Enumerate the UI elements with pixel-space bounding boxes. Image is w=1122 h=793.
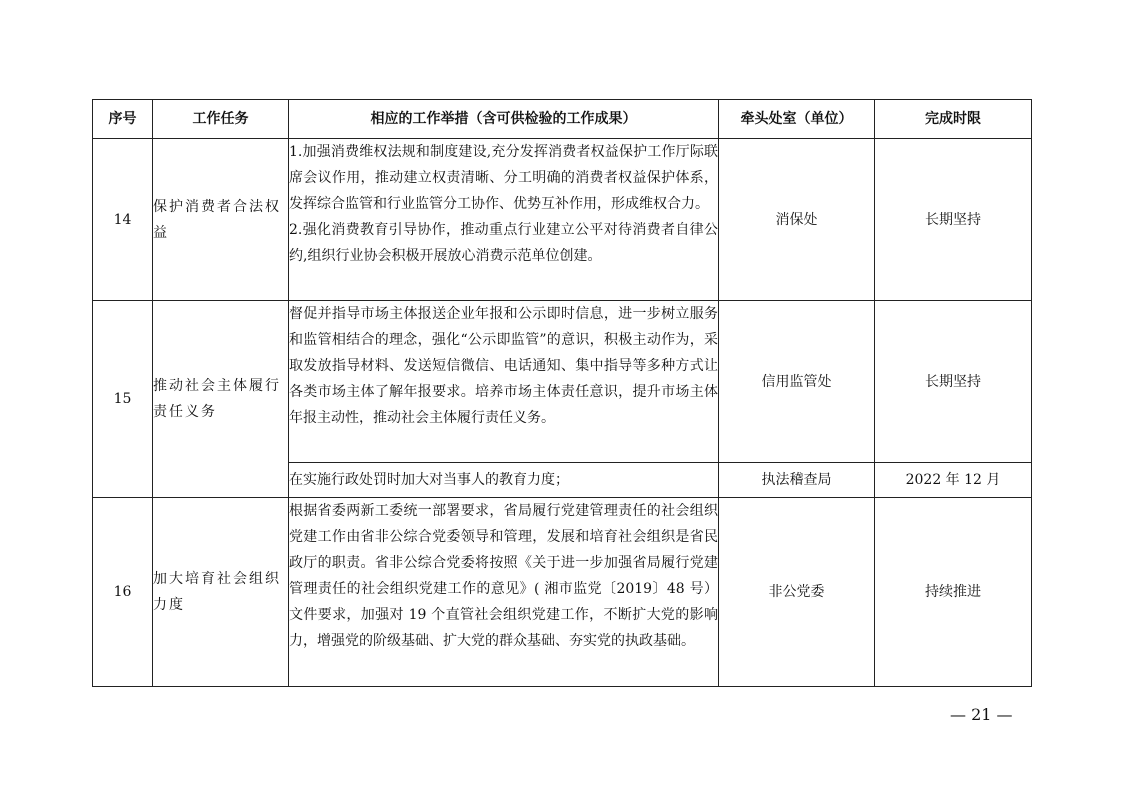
task-cell: 推动社会主体履行责任义务 [153,301,289,498]
row-number: 16 [93,498,153,687]
deadline-cell: 2022 年 12 月 [875,463,1032,498]
lead-unit-cell: 非公党委 [719,498,875,687]
table-header-row [93,100,1032,139]
header-measures: 相应的工作举措（含可供检验的工作成果） [289,100,719,139]
table-row [93,139,1032,301]
task-cell: 加大培育社会组织力度 [153,498,289,687]
task-cell: 保护消费者合法权益 [153,139,289,301]
measures-cell: 督促并指导市场主体报送企业年报和公示即时信息，进一步树立服务和监管相结合的理念，强化“公示即监管”的意识，积极主动作为，采取发放指导材料、发送短信微信、电话通知、集中指导等多种方式让各类市场主体了解年报要求。培养市场主体责任意识，提升市场主体年报主动性，推动社会主体履行责任义务。 [289,301,719,463]
deadline-cell: 持续推进 [875,498,1032,687]
page-number: — 21 — [950,705,1013,724]
measures-cell [289,139,719,301]
header-deadline: 完成时限 [875,100,1032,139]
table-row [93,301,1032,463]
header-lead-unit: 牵头处室（单位） [719,100,875,139]
header-no: 序号 [93,100,153,139]
lead-unit-cell: 执法稽查局 [719,463,875,498]
work-task-table [92,99,1032,687]
header-task: 工作任务 [153,100,289,139]
deadline-cell: 长期坚持 [875,139,1032,301]
measures-cell: 根据省委两新工委统一部署要求，省局履行党建管理责任的社会组织党建工作由省非公综合党委领导和管理，发展和培育社会组织是省民政厅的职责。省非公综合党委将按照《关于进一步加强省局履行党建管理责任的社会组织党建工作的意见》( 湘市监党〔2019〕48 号）文件要求，加强对 19 个直管社会组织党建工作，不断扩大党的影响力，增强党的阶级基础、扩大党的群众基础、夯实党的执政基础。 [289,498,719,687]
measure-item: 2.强化消费教育引导协作，推动重点行业建立公平对待消费者自律公约,组织行业协会积极开展放心消费示范单位创建。 [289,222,718,264]
measure-item: 1.加强消费维权法规和制度建设,充分发挥消费者权益保护工作厅际联席会议作用，推动建立权责清晰、分工明确的消费者权益保护体系，发挥综合监管和行业监管分工协作、优势互补作用，形成维权合力。 [289,144,718,212]
row-number: 15 [93,301,153,498]
row-number: 14 [93,139,153,301]
lead-unit-cell: 信用监管处 [719,301,875,463]
deadline-cell: 长期坚持 [875,301,1032,463]
table-row [93,498,1032,687]
measures-cell: 在实施行政处罚时加大对当事人的教育力度； [289,463,719,498]
lead-unit-cell: 消保处 [719,139,875,301]
